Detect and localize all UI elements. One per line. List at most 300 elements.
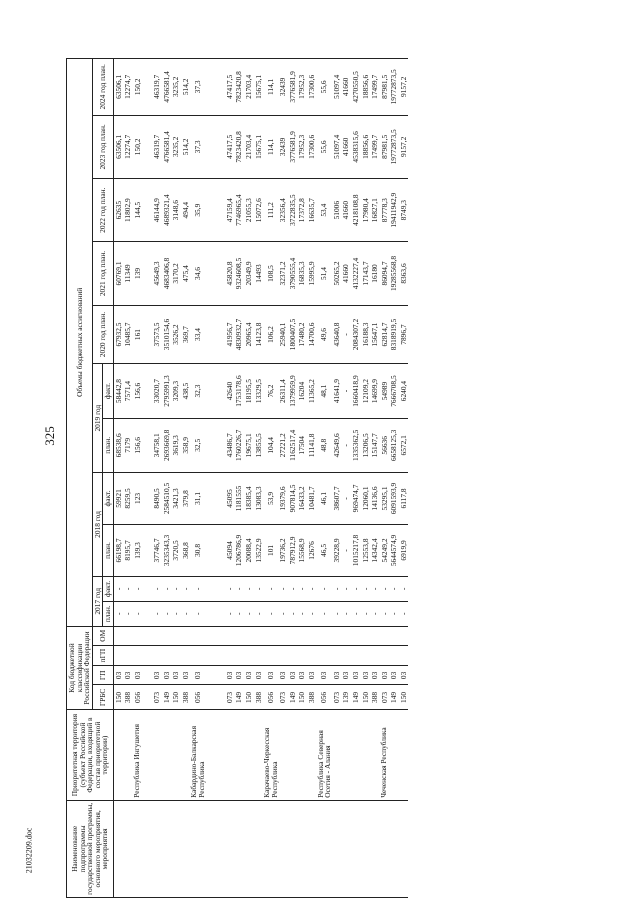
cell-v22: 11802,9 bbox=[123, 179, 133, 242]
cell-name bbox=[278, 800, 288, 897]
cell-f18 bbox=[143, 472, 153, 524]
cell-p19: 68538,6 bbox=[113, 418, 123, 472]
cell-grbs: 149 bbox=[389, 685, 399, 710]
cell-f18: 45095 bbox=[225, 472, 235, 524]
cell-f17: - bbox=[254, 576, 264, 601]
cell-v21: 45820,8 bbox=[225, 242, 235, 305]
cell-f17: - bbox=[162, 576, 172, 601]
table-row bbox=[206, 59, 216, 898]
cell-p18: 3720,5 bbox=[171, 524, 181, 576]
cell-om bbox=[307, 626, 317, 645]
cell-p18: 13522,9 bbox=[254, 524, 264, 576]
table-body bbox=[113, 59, 408, 898]
cell-grbs: 056 bbox=[190, 685, 205, 710]
cell-name bbox=[113, 800, 123, 897]
header-2017-fact: факт. bbox=[103, 576, 114, 601]
cell-pgp bbox=[181, 645, 191, 665]
cell-f18: 8259,5 bbox=[123, 472, 133, 524]
cell-pgp bbox=[351, 645, 361, 665]
cell-grbs: 388 bbox=[181, 685, 191, 710]
cell-v20: 37573,5 bbox=[152, 305, 162, 364]
cell-name bbox=[190, 800, 205, 897]
cell-p19: 42649,6 bbox=[332, 418, 342, 472]
cell-region bbox=[143, 710, 153, 800]
cell-v23 bbox=[215, 115, 225, 178]
cell-v21: 51,4 bbox=[317, 242, 332, 305]
cell-v24: 37,3 bbox=[190, 59, 205, 116]
cell-p19 bbox=[206, 418, 216, 472]
cell-p17: - bbox=[254, 601, 264, 626]
cell-v21: 4683406,8 bbox=[162, 242, 172, 305]
cell-name bbox=[133, 800, 143, 897]
cell-gp: 03 bbox=[263, 666, 278, 685]
cell-v23: 18856,6 bbox=[360, 115, 370, 178]
table-row bbox=[143, 59, 153, 898]
cell-grbs bbox=[206, 685, 216, 710]
cell-p18: 54249,2 bbox=[380, 524, 390, 576]
cell-v24 bbox=[206, 59, 216, 116]
page-number: 325 bbox=[41, 426, 57, 446]
cell-v22: 87778,3 bbox=[380, 179, 390, 242]
cell-v22: 32356,4 bbox=[278, 179, 288, 242]
cell-p18: 787912,9 bbox=[288, 524, 298, 576]
cell-region bbox=[234, 710, 244, 800]
cell-p17: - bbox=[181, 601, 191, 626]
cell-region bbox=[341, 710, 351, 800]
cell-gp: 03 bbox=[225, 666, 235, 685]
cell-grbs: 073 bbox=[152, 685, 162, 710]
cell-p18: 368,8 bbox=[181, 524, 191, 576]
cell-f19: 33020,7 bbox=[152, 364, 162, 418]
header-grbs: ГРБС bbox=[92, 685, 113, 710]
cell-f18 bbox=[215, 472, 225, 524]
cell-v21: 15995,9 bbox=[307, 242, 317, 305]
cell-f18: 1181555 bbox=[234, 472, 244, 524]
cell-v20: 33,4 bbox=[190, 305, 205, 364]
cell-v24: 18856,6 bbox=[360, 59, 370, 116]
header-pgp: пГП bbox=[92, 645, 113, 665]
cell-v23: 21703,4 bbox=[244, 115, 254, 178]
cell-f17: - bbox=[244, 576, 254, 601]
cell-f18: 53295,1 bbox=[380, 472, 390, 524]
cell-v24: 15675,1 bbox=[254, 59, 264, 116]
cell-grbs: 150 bbox=[244, 685, 254, 710]
cell-v20: 14123,8 bbox=[254, 305, 264, 364]
cell-pgp bbox=[143, 645, 153, 665]
cell-v22: 62635 bbox=[113, 179, 123, 242]
header-name-col: Наименование подпрограммы государственной программы, основного мероприятия, мероприятия bbox=[67, 800, 114, 897]
cell-v23: 4766581,4 bbox=[162, 115, 172, 178]
cell-f19: 54989 bbox=[380, 364, 390, 418]
cell-p17: - bbox=[190, 601, 205, 626]
cell-gp: 03 bbox=[399, 666, 409, 685]
cell-v20: 3510154,6 bbox=[162, 305, 172, 364]
cell-pgp bbox=[254, 645, 264, 665]
cell-om bbox=[380, 626, 390, 645]
cell-v22: 111,2 bbox=[263, 179, 278, 242]
table-row bbox=[317, 59, 332, 898]
cell-p19: 34758,1 bbox=[152, 418, 162, 472]
cell-v23: 32439 bbox=[278, 115, 288, 178]
cell-f17: - bbox=[380, 576, 390, 601]
cell-f17: - bbox=[171, 576, 181, 601]
cell-p19: 358,9 bbox=[181, 418, 191, 472]
cell-v21: 14493 bbox=[254, 242, 264, 305]
cell-f19: 48,1 bbox=[317, 364, 332, 418]
cell-p17: - bbox=[360, 601, 370, 626]
cell-f17: - bbox=[351, 576, 361, 601]
table-row bbox=[244, 59, 254, 898]
cell-v22: 4689321,4 bbox=[162, 179, 172, 242]
cell-v22: 53,4 bbox=[317, 179, 332, 242]
cell-v23: 63506,1 bbox=[113, 115, 123, 178]
cell-f18: 6091593,9 bbox=[389, 472, 399, 524]
cell-v22: 3722835,5 bbox=[288, 179, 298, 242]
cell-v23: 17300,6 bbox=[307, 115, 317, 178]
cell-om bbox=[190, 626, 205, 645]
cell-v22: 494,4 bbox=[181, 179, 191, 242]
cell-v22: 16827,1 bbox=[370, 179, 380, 242]
cell-pgp bbox=[288, 645, 298, 665]
cell-pgp bbox=[278, 645, 288, 665]
header-2023: 2023 год план. bbox=[92, 115, 113, 178]
cell-pgp bbox=[215, 645, 225, 665]
cell-region bbox=[152, 710, 162, 800]
cell-p19: 13855,5 bbox=[254, 418, 264, 472]
cell-v21: 41660 bbox=[341, 242, 351, 305]
cell-grbs: 139 bbox=[341, 685, 351, 710]
cell-v22: 35,9 bbox=[190, 179, 205, 242]
header-year-2019: 2019 год bbox=[92, 364, 103, 473]
cell-f19: 76,2 bbox=[263, 364, 278, 418]
cell-p18: 12553,8 bbox=[360, 524, 370, 576]
cell-v22: 17372,8 bbox=[297, 179, 307, 242]
cell-region bbox=[360, 710, 370, 800]
cell-p17: - bbox=[162, 601, 172, 626]
cell-gp: 03 bbox=[317, 666, 332, 685]
cell-pgp bbox=[113, 645, 123, 665]
cell-v20: 4830932,7 bbox=[234, 305, 244, 364]
cell-v24: 514,2 bbox=[181, 59, 191, 116]
table-row bbox=[360, 59, 370, 898]
cell-p18: 37746,7 bbox=[152, 524, 162, 576]
cell-p18: 8195,7 bbox=[123, 524, 133, 576]
cell-p17 bbox=[143, 601, 153, 626]
cell-v20: 7896,7 bbox=[399, 305, 409, 364]
cell-pgp bbox=[190, 645, 205, 665]
cell-name bbox=[307, 800, 317, 897]
cell-v20: - bbox=[341, 305, 351, 364]
cell-f19: 14699,9 bbox=[370, 364, 380, 418]
cell-v21: 16835,3 bbox=[297, 242, 307, 305]
cell-grbs: 150 bbox=[297, 685, 307, 710]
cell-om bbox=[263, 626, 278, 645]
cell-v21: 17143,7 bbox=[360, 242, 370, 305]
cell-f17: - bbox=[225, 576, 235, 601]
cell-region: Чеченская Республика bbox=[380, 710, 390, 800]
cell-v24: 7823420,8 bbox=[234, 59, 244, 116]
cell-grbs: 056 bbox=[317, 685, 332, 710]
cell-v21: 8363,6 bbox=[399, 242, 409, 305]
header-2024: 2024 год план. bbox=[92, 59, 113, 116]
table-row bbox=[152, 59, 162, 898]
cell-v24: 150,2 bbox=[133, 59, 143, 116]
cell-v23: 46319,7 bbox=[152, 115, 162, 178]
cell-f19 bbox=[206, 364, 216, 418]
cell-om bbox=[244, 626, 254, 645]
cell-pgp bbox=[297, 645, 307, 665]
cell-v23: 87981,5 bbox=[380, 115, 390, 178]
cell-p17: - bbox=[244, 601, 254, 626]
cell-region bbox=[332, 710, 342, 800]
cell-gp bbox=[215, 666, 225, 685]
cell-f19: 438,5 bbox=[181, 364, 191, 418]
cell-om bbox=[360, 626, 370, 645]
cell-f18: 53,9 bbox=[263, 472, 278, 524]
cell-v23: 17952,3 bbox=[297, 115, 307, 178]
cell-pgp bbox=[389, 645, 399, 665]
cell-pgp bbox=[206, 645, 216, 665]
cell-p19: 19675,1 bbox=[244, 418, 254, 472]
cell-f18: 969474,7 bbox=[351, 472, 361, 524]
cell-p19: 13206,5 bbox=[360, 418, 370, 472]
cell-v22: 4218108,8 bbox=[351, 179, 361, 242]
table-row bbox=[190, 59, 205, 898]
cell-om bbox=[171, 626, 181, 645]
cell-f17: - bbox=[278, 576, 288, 601]
cell-p19: 27221,2 bbox=[278, 418, 288, 472]
cell-name bbox=[225, 800, 235, 897]
cell-pgp bbox=[317, 645, 332, 665]
cell-v23: 37,3 bbox=[190, 115, 205, 178]
cell-v24: 9157,2 bbox=[399, 59, 409, 116]
cell-om bbox=[297, 626, 307, 645]
cell-v20: 67932,5 bbox=[113, 305, 123, 364]
cell-region bbox=[278, 710, 288, 800]
cell-p17: - bbox=[288, 601, 298, 626]
cell-om bbox=[206, 626, 216, 645]
cell-name bbox=[215, 800, 225, 897]
cell-v21: 4132227,4 bbox=[351, 242, 361, 305]
cell-v22 bbox=[143, 179, 153, 242]
cell-pgp bbox=[133, 645, 143, 665]
cell-om bbox=[332, 626, 342, 645]
cell-v20: 15647,1 bbox=[370, 305, 380, 364]
cell-pgp bbox=[152, 645, 162, 665]
cell-v23: 17499,7 bbox=[370, 115, 380, 178]
cell-region bbox=[215, 710, 225, 800]
table-row bbox=[162, 59, 172, 898]
cell-p17 bbox=[206, 601, 216, 626]
cell-gp: 03 bbox=[370, 666, 380, 685]
cell-grbs: 388 bbox=[370, 685, 380, 710]
cell-om bbox=[133, 626, 143, 645]
cell-p17: - bbox=[370, 601, 380, 626]
cell-v21: 20349,9 bbox=[244, 242, 254, 305]
header-2020: 2020 год план. bbox=[92, 305, 113, 364]
cell-v20: 106,2 bbox=[263, 305, 278, 364]
cell-region: Карачаево-Черкесская Республика bbox=[263, 710, 278, 800]
cell-v22: 21055,3 bbox=[244, 179, 254, 242]
cell-gp: 03 bbox=[152, 666, 162, 685]
cell-p19: 6658125,3 bbox=[389, 418, 399, 472]
cell-v24: 17499,7 bbox=[370, 59, 380, 116]
cell-v20: 41956,7 bbox=[225, 305, 235, 364]
cell-v23: 4538315,6 bbox=[351, 115, 361, 178]
cell-name bbox=[341, 800, 351, 897]
cell-p18 bbox=[206, 524, 216, 576]
cell-v20: 16188,3 bbox=[360, 305, 370, 364]
cell-om bbox=[254, 626, 264, 645]
cell-p18: 39228,9 bbox=[332, 524, 342, 576]
cell-v23: 47417,5 bbox=[225, 115, 235, 178]
cell-p18: 30,8 bbox=[190, 524, 205, 576]
cell-p19: 56636 bbox=[380, 418, 390, 472]
cell-p19: 6572,1 bbox=[399, 418, 409, 472]
cell-region: Республика Ингушетия bbox=[133, 710, 143, 800]
cell-v24: 4766581,4 bbox=[162, 59, 172, 116]
cell-v24 bbox=[143, 59, 153, 116]
cell-region bbox=[399, 710, 409, 800]
cell-gp: 03 bbox=[113, 666, 123, 685]
cell-p19: 3619,3 bbox=[171, 418, 181, 472]
cell-f17 bbox=[206, 576, 216, 601]
cell-v23 bbox=[206, 115, 216, 178]
cell-p17: - bbox=[341, 601, 351, 626]
cell-grbs bbox=[143, 685, 153, 710]
cell-v21 bbox=[143, 242, 153, 305]
cell-v20: 62814,7 bbox=[380, 305, 390, 364]
cell-name bbox=[370, 800, 380, 897]
cell-pgp bbox=[225, 645, 235, 665]
cell-p17: - bbox=[297, 601, 307, 626]
cell-name bbox=[162, 800, 172, 897]
cell-p19: 43486,7 bbox=[225, 418, 235, 472]
cell-f17: - bbox=[332, 576, 342, 601]
cell-p18 bbox=[215, 524, 225, 576]
cell-v20 bbox=[206, 305, 216, 364]
table-row bbox=[351, 59, 361, 898]
cell-p18: 15568,9 bbox=[297, 524, 307, 576]
cell-v24: 12274,7 bbox=[123, 59, 133, 116]
cell-om bbox=[370, 626, 380, 645]
table-row bbox=[171, 59, 181, 898]
cell-f17: - bbox=[317, 576, 332, 601]
cell-p18: 101 bbox=[263, 524, 278, 576]
cell-v24: 41660 bbox=[341, 59, 351, 116]
table-row bbox=[278, 59, 288, 898]
cell-v21: 45649,3 bbox=[152, 242, 162, 305]
cell-p17: - bbox=[317, 601, 332, 626]
cell-p19 bbox=[143, 418, 153, 472]
cell-name bbox=[171, 800, 181, 897]
cell-v23: 150,2 bbox=[133, 115, 143, 178]
cell-v22: 15072,6 bbox=[254, 179, 264, 242]
cell-grbs: 150 bbox=[399, 685, 409, 710]
cell-om bbox=[351, 626, 361, 645]
cell-pgp bbox=[263, 645, 278, 665]
cell-f18: 6117,8 bbox=[399, 472, 409, 524]
cell-p18: 12676 bbox=[307, 524, 317, 576]
cell-p17: - bbox=[234, 601, 244, 626]
cell-grbs: 073 bbox=[225, 685, 235, 710]
cell-v21: 19285568,8 bbox=[389, 242, 399, 305]
cell-v21: 475,4 bbox=[181, 242, 191, 305]
cell-grbs: 388 bbox=[254, 685, 264, 710]
cell-p19: 2693669,8 bbox=[162, 418, 172, 472]
cell-v20: 1800407,5 bbox=[288, 305, 298, 364]
cell-v23: 7823420,8 bbox=[234, 115, 244, 178]
cell-p18: 66198,7 bbox=[113, 524, 123, 576]
header-2018-plan: план. bbox=[103, 524, 114, 576]
budget-table bbox=[66, 58, 408, 898]
cell-grbs: 149 bbox=[162, 685, 172, 710]
cell-v24 bbox=[215, 59, 225, 116]
cell-f18: 3421,3 bbox=[171, 472, 181, 524]
table-viewport bbox=[66, 0, 631, 900]
cell-f18: 16433,2 bbox=[297, 472, 307, 524]
cell-f17 bbox=[143, 576, 153, 601]
cell-p19: 32,5 bbox=[190, 418, 205, 472]
cell-f17: - bbox=[288, 576, 298, 601]
header-year-2017: 2017 год bbox=[92, 576, 103, 626]
cell-v21: 108,5 bbox=[263, 242, 278, 305]
header-gp: ГП bbox=[92, 666, 113, 685]
cell-p17 bbox=[215, 601, 225, 626]
cell-v21: 139 bbox=[133, 242, 143, 305]
cell-f19: 156,6 bbox=[133, 364, 143, 418]
cell-v20: 3526,2 bbox=[171, 305, 181, 364]
cell-pgp bbox=[380, 645, 390, 665]
cell-v21: 86094,7 bbox=[380, 242, 390, 305]
cell-name bbox=[123, 800, 133, 897]
cell-p19 bbox=[215, 418, 225, 472]
cell-f19: 7571,4 bbox=[123, 364, 133, 418]
cell-v20: 161 bbox=[133, 305, 143, 364]
cell-f19: 1379959,9 bbox=[288, 364, 298, 418]
cell-gp: 03 bbox=[288, 666, 298, 685]
cell-name bbox=[234, 800, 244, 897]
cell-gp: 03 bbox=[351, 666, 361, 685]
cell-p17: - bbox=[389, 601, 399, 626]
cell-region bbox=[206, 710, 216, 800]
cell-p19: 48,8 bbox=[317, 418, 332, 472]
table-row bbox=[215, 59, 225, 898]
cell-f17: - bbox=[123, 576, 133, 601]
cell-v24: 17300,6 bbox=[307, 59, 317, 116]
cell-v23: 12274,7 bbox=[123, 115, 133, 178]
cell-p18: 3235343,3 bbox=[162, 524, 172, 576]
header-2022: 2022 год план. bbox=[92, 179, 113, 242]
cell-region bbox=[351, 710, 361, 800]
table-row bbox=[113, 59, 123, 898]
cell-p18: 20088,4 bbox=[244, 524, 254, 576]
cell-pgp bbox=[341, 645, 351, 665]
cell-om bbox=[389, 626, 399, 645]
cell-v23: 15675,1 bbox=[254, 115, 264, 178]
cell-v24: 3235,2 bbox=[171, 59, 181, 116]
table-row bbox=[399, 59, 409, 898]
cell-p18 bbox=[143, 524, 153, 576]
cell-f19: 1753178,6 bbox=[234, 364, 244, 418]
cell-f18: 59921 bbox=[113, 472, 123, 524]
cell-f19: 3209,3 bbox=[171, 364, 181, 418]
cell-grbs: 073 bbox=[380, 685, 390, 710]
cell-pgp bbox=[399, 645, 409, 665]
header-2018-fact: факт. bbox=[103, 472, 114, 524]
cell-v22: 8749,3 bbox=[399, 179, 409, 242]
table-row bbox=[263, 59, 278, 898]
